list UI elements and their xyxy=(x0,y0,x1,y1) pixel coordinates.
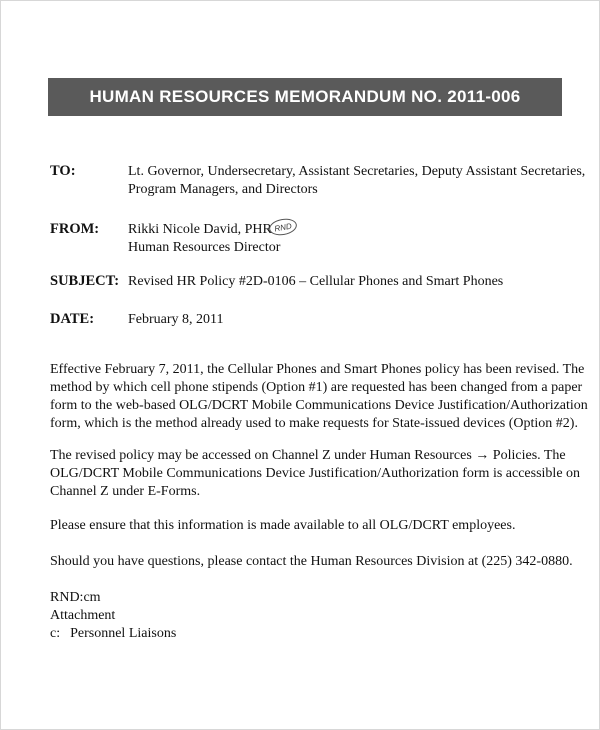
memo-title-bar xyxy=(48,78,562,116)
memo-footer xyxy=(50,589,570,643)
body-paragraph-4 xyxy=(50,553,573,571)
body-line: The revised policy may be accessed on Channel Z under Human Resources → Policies. The xyxy=(50,448,566,463)
body-line: form, which is the method already used to make requests for State-issued devices (Option #2). xyxy=(50,416,578,431)
body-paragraph-1 xyxy=(50,361,588,433)
initials-stamp: RND xyxy=(268,217,298,238)
memo-title: HUMAN RESOURCES MEMORANDUM NO. 2011-006 xyxy=(89,87,521,106)
attachment-note: Attachment xyxy=(50,608,116,623)
from-name: Rikki Nicole David, PHR xyxy=(128,222,272,237)
body-line: Channel Z under E-Forms. xyxy=(50,484,201,499)
from-label: FROM: xyxy=(50,221,100,237)
body-line: method by which cell phone stipends (Option #1) are requested has been changed from a paper xyxy=(50,380,583,395)
body-line: Please ensure that this information is made available to all OLG/DCRT employees. xyxy=(50,518,516,533)
to-line: Lt. Governor, Undersecretary, Assistant Secretaries, Deputy Assistant Secretaries, xyxy=(128,164,586,179)
from-position: Human Resources Director xyxy=(128,240,281,255)
date-label: DATE: xyxy=(50,311,95,327)
body-line: Effective February 7, 2011, the Cellular Phones and Smart Phones policy has been revised. The xyxy=(50,362,585,377)
cc-line xyxy=(50,625,570,643)
from-sender xyxy=(128,221,280,257)
body-paragraph-3 xyxy=(50,517,570,535)
body-line: form to the web-based OLG/DCRT Mobile Communications Device Justification/Authorization xyxy=(50,398,588,413)
to-recipients xyxy=(128,163,585,199)
cc-label: c: xyxy=(50,626,61,641)
body-line: Should you have questions, please contact the Human Resources Division at (225) 342-0880. xyxy=(50,554,573,569)
cc-value: Personnel Liaisons xyxy=(70,626,177,641)
date-text: February 8, 2011 xyxy=(128,312,224,327)
subject-label: SUBJECT: xyxy=(50,273,120,289)
body-paragraph-2 xyxy=(50,447,581,501)
to-label: TO: xyxy=(50,163,76,179)
to-line: Program Managers, and Directors xyxy=(128,182,318,197)
body-line: OLG/DCRT Mobile Communications Device Justification/Authorization form is accessible on xyxy=(50,466,581,481)
subject-text: Revised HR Policy #2D-0106 – Cellular Phones and Smart Phones xyxy=(128,274,504,289)
reference-initials: RND:cm xyxy=(50,590,101,605)
